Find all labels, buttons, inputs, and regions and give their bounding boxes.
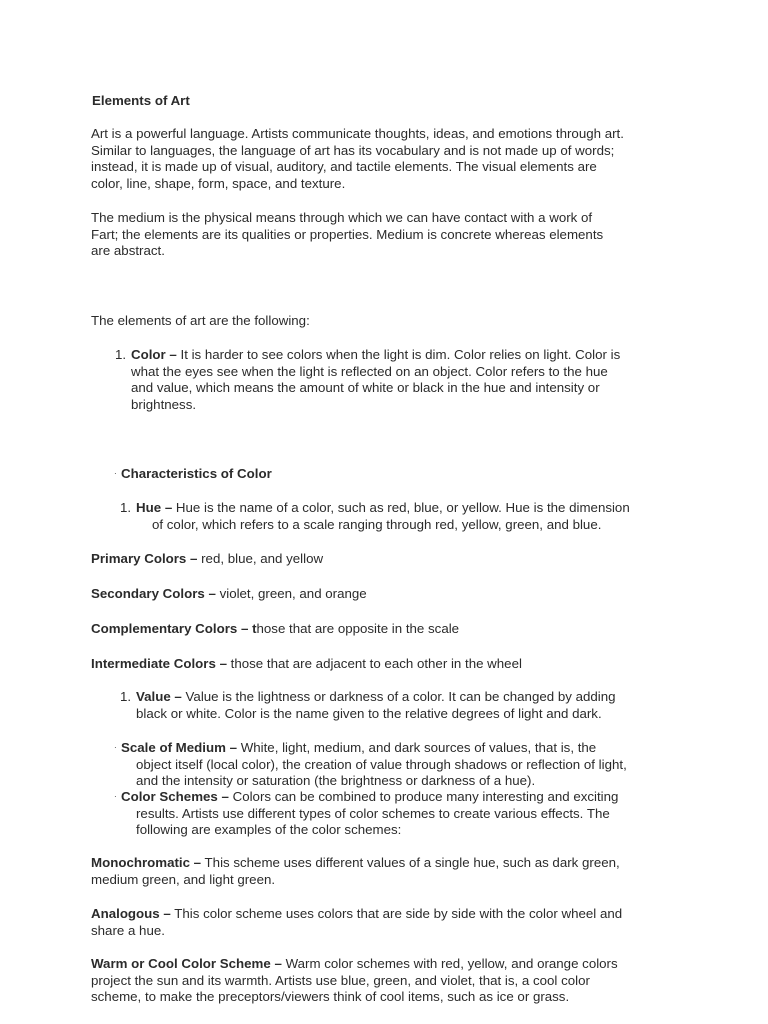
medium-line: Fart; the elements are its qualities or properties. Medium is concrete whereas elements bbox=[91, 226, 604, 242]
characteristics-heading bbox=[114, 466, 272, 483]
intro-line: instead, it is made up of visual, auditory, and tactile elements. The visual elements are bbox=[91, 159, 597, 175]
hue-text-line: of color, which refers to a scale ranging through red, yellow, green, and blue. bbox=[152, 516, 602, 532]
analogous-label: Analogous – bbox=[91, 906, 171, 921]
bullet-icon: · bbox=[114, 792, 117, 801]
intermediate-colors-text: those that are adjacent to each other in the wheel bbox=[226, 656, 522, 671]
secondary-colors-label: Secondary Colors – bbox=[91, 586, 216, 601]
primary-colors-text: red, blue, and yellow bbox=[197, 551, 324, 566]
monochromatic-text: This scheme uses different values of a single hue, such as dark green, bbox=[201, 855, 620, 870]
characteristics-label: Characteristics of Color bbox=[121, 466, 272, 481]
warm-cool-scheme-text-line: project the sun and its warmth. Artists use blue, green, and violet, that is, a cool color bbox=[91, 972, 590, 988]
monochromatic-text-line: medium green, and light green. bbox=[91, 871, 276, 887]
color-schemes-text-line: following are examples of the color schemes: bbox=[136, 822, 402, 838]
color-schemes-label: Color Schemes – bbox=[121, 789, 229, 804]
analogous-text: This color scheme uses colors that are side by side with the color wheel and bbox=[170, 906, 623, 921]
scale-of-medium-text: White, light, medium, and dark sources of values, that is, the bbox=[237, 740, 597, 755]
primary-colors-definition bbox=[91, 551, 691, 568]
monochromatic-label: Monochromatic – bbox=[91, 855, 202, 870]
medium-paragraph bbox=[91, 210, 691, 260]
hue-label: Hue – bbox=[136, 500, 173, 515]
complementary-colors-definition bbox=[91, 621, 691, 638]
secondary-colors-definition bbox=[91, 586, 691, 603]
scale-of-medium-text-line: object itself (local color), the creation of value through shadows or reflection of light, bbox=[136, 756, 627, 772]
secondary-colors-text: violet, green, and orange bbox=[215, 586, 367, 601]
value-list-item bbox=[120, 689, 720, 722]
intro-line: Art is a powerful language. Artists communicate thoughts, ideas, and emotions through art. bbox=[91, 126, 624, 141]
color-schemes-text: Colors can be combined to produce many interesting and exciting bbox=[228, 789, 619, 804]
bullet-icon: · bbox=[114, 469, 117, 478]
intro-paragraph bbox=[91, 126, 691, 192]
complementary-colors-text: hose that are opposite in the scale bbox=[256, 621, 460, 636]
color-list-item bbox=[115, 347, 715, 413]
intro-line: Similar to languages, the language of art has its vocabulary and is not made up of words; bbox=[91, 142, 615, 158]
value-label: Value – bbox=[136, 689, 182, 704]
complementary-colors-label: Complementary Colors – t bbox=[91, 621, 257, 636]
warm-cool-scheme-definition bbox=[91, 956, 691, 1006]
intermediate-colors-definition bbox=[91, 656, 691, 673]
color-schemes-text-line: results. Artists use different types of color schemes to create various effects. The bbox=[136, 805, 610, 821]
intro-line: color, line, shape, form, space, and texture. bbox=[91, 175, 346, 191]
medium-line: The medium is the physical means through which we can have contact with a work of bbox=[91, 210, 593, 225]
color-text: It is harder to see colors when the light is dim. Color relies on light. Color is bbox=[176, 347, 621, 362]
analogous-definition bbox=[91, 906, 691, 939]
color-text-line: what the eyes see when the light is reflected on an object. Color refers to the hue bbox=[131, 363, 608, 379]
warm-cool-scheme-text: Warm color schemes with red, yellow, and orange colors bbox=[281, 956, 618, 971]
color-schemes-item bbox=[114, 789, 714, 839]
value-text: Value is the lightness or darkness of a color. It can be changed by adding bbox=[181, 689, 616, 704]
medium-line: are abstract. bbox=[91, 243, 165, 259]
list-number: 1. bbox=[120, 500, 132, 515]
primary-colors-label: Primary Colors – bbox=[91, 551, 198, 566]
hue-text: Hue is the name of a color, such as red, blue, or yellow. Hue is the dimension bbox=[172, 500, 630, 515]
color-text-line: and value, which means the amount of white or black in the hue and intensity or bbox=[131, 380, 600, 396]
analogous-text-line: share a hue. bbox=[91, 922, 165, 938]
color-label: Color – bbox=[131, 347, 177, 362]
document-title: Elements of Art bbox=[92, 93, 190, 108]
hue-list-item bbox=[120, 500, 720, 533]
elements-intro: The elements of art are the following: bbox=[91, 313, 310, 328]
scale-of-medium-item bbox=[114, 740, 714, 790]
intermediate-colors-label: Intermediate Colors – bbox=[91, 656, 227, 671]
color-text-line: brightness. bbox=[131, 396, 197, 412]
monochromatic-definition bbox=[91, 855, 691, 888]
scale-of-medium-text-line: and the intensity or saturation (the brightness or darkness of a hue). bbox=[136, 773, 536, 789]
scale-of-medium-label: Scale of Medium – bbox=[121, 740, 238, 755]
list-number: 1. bbox=[115, 347, 127, 362]
list-number: 1. bbox=[120, 689, 132, 704]
value-text-line: black or white. Color is the name given to the relative degrees of light and dark. bbox=[136, 705, 602, 721]
warm-cool-scheme-text-line: scheme, to make the preceptors/viewers think of cool items, such as ice or grass. bbox=[91, 989, 570, 1005]
warm-cool-scheme-label: Warm or Cool Color Scheme – bbox=[91, 956, 282, 971]
bullet-icon: · bbox=[114, 743, 117, 752]
